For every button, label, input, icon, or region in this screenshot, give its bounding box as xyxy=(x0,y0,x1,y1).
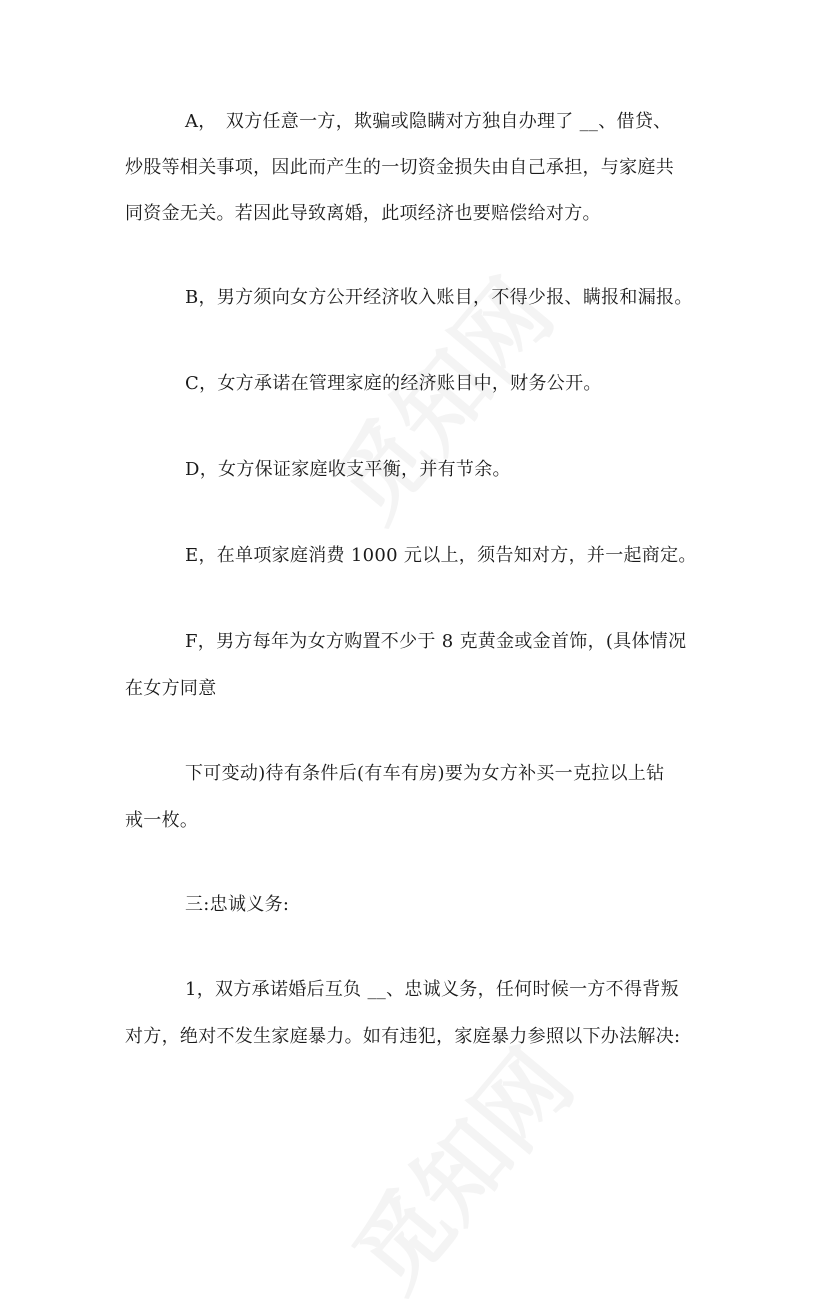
paragraph-d-line-1: D，女方保证家庭收支平衡，并有节余。 xyxy=(185,459,511,480)
paragraph-c-line-1: C，女方承诺在管理家庭的经济账目中，财务公开。 xyxy=(185,373,602,394)
paragraph-e-line-1: E，在单项家庭消费 1000 元以上，须告知对方，并一起商定。 xyxy=(185,545,697,566)
watermark-bottom xyxy=(319,1018,598,1314)
paragraph-g-line-2: 戒一枚。 xyxy=(125,810,199,831)
section-heading-loyalty: 三:忠诚义务: xyxy=(185,894,290,915)
paragraph-g-line-1: 下可变动)待有条件后(有车有房)要为女方补买一克拉以上钻 xyxy=(185,763,665,784)
paragraph-a-line-1: A， 双方任意一方，欺骗或隐瞒对方独自办理了 __、借贷、 xyxy=(185,111,672,132)
paragraph-b-line-1: B，男方须向女方公开经济收入账目，不得少报、瞒报和漏报。 xyxy=(185,287,693,308)
paragraph-a-line-2: 炒股等相关事项，因此而产生的一切资金损失由自己承担，与家庭共 xyxy=(125,157,674,178)
paragraph-f-line-2: 在女方同意 xyxy=(125,678,217,699)
paragraph-1-line-1: 1，双方承诺婚后互负 __、忠诚义务，任何时候一方不得背叛 xyxy=(185,979,679,1000)
paragraph-f-line-1: F，男方每年为女方购置不少于 8 克黄金或金首饰，(具体情况 xyxy=(185,631,687,652)
paragraph-a-line-3: 同资金无关。若因此导致离婚，此项经济也要赔偿给对方。 xyxy=(125,203,601,224)
paragraph-1-line-2: 对方，绝对不发生家庭暴力。如有违犯，家庭暴力参照以下办法解决: xyxy=(125,1026,681,1047)
